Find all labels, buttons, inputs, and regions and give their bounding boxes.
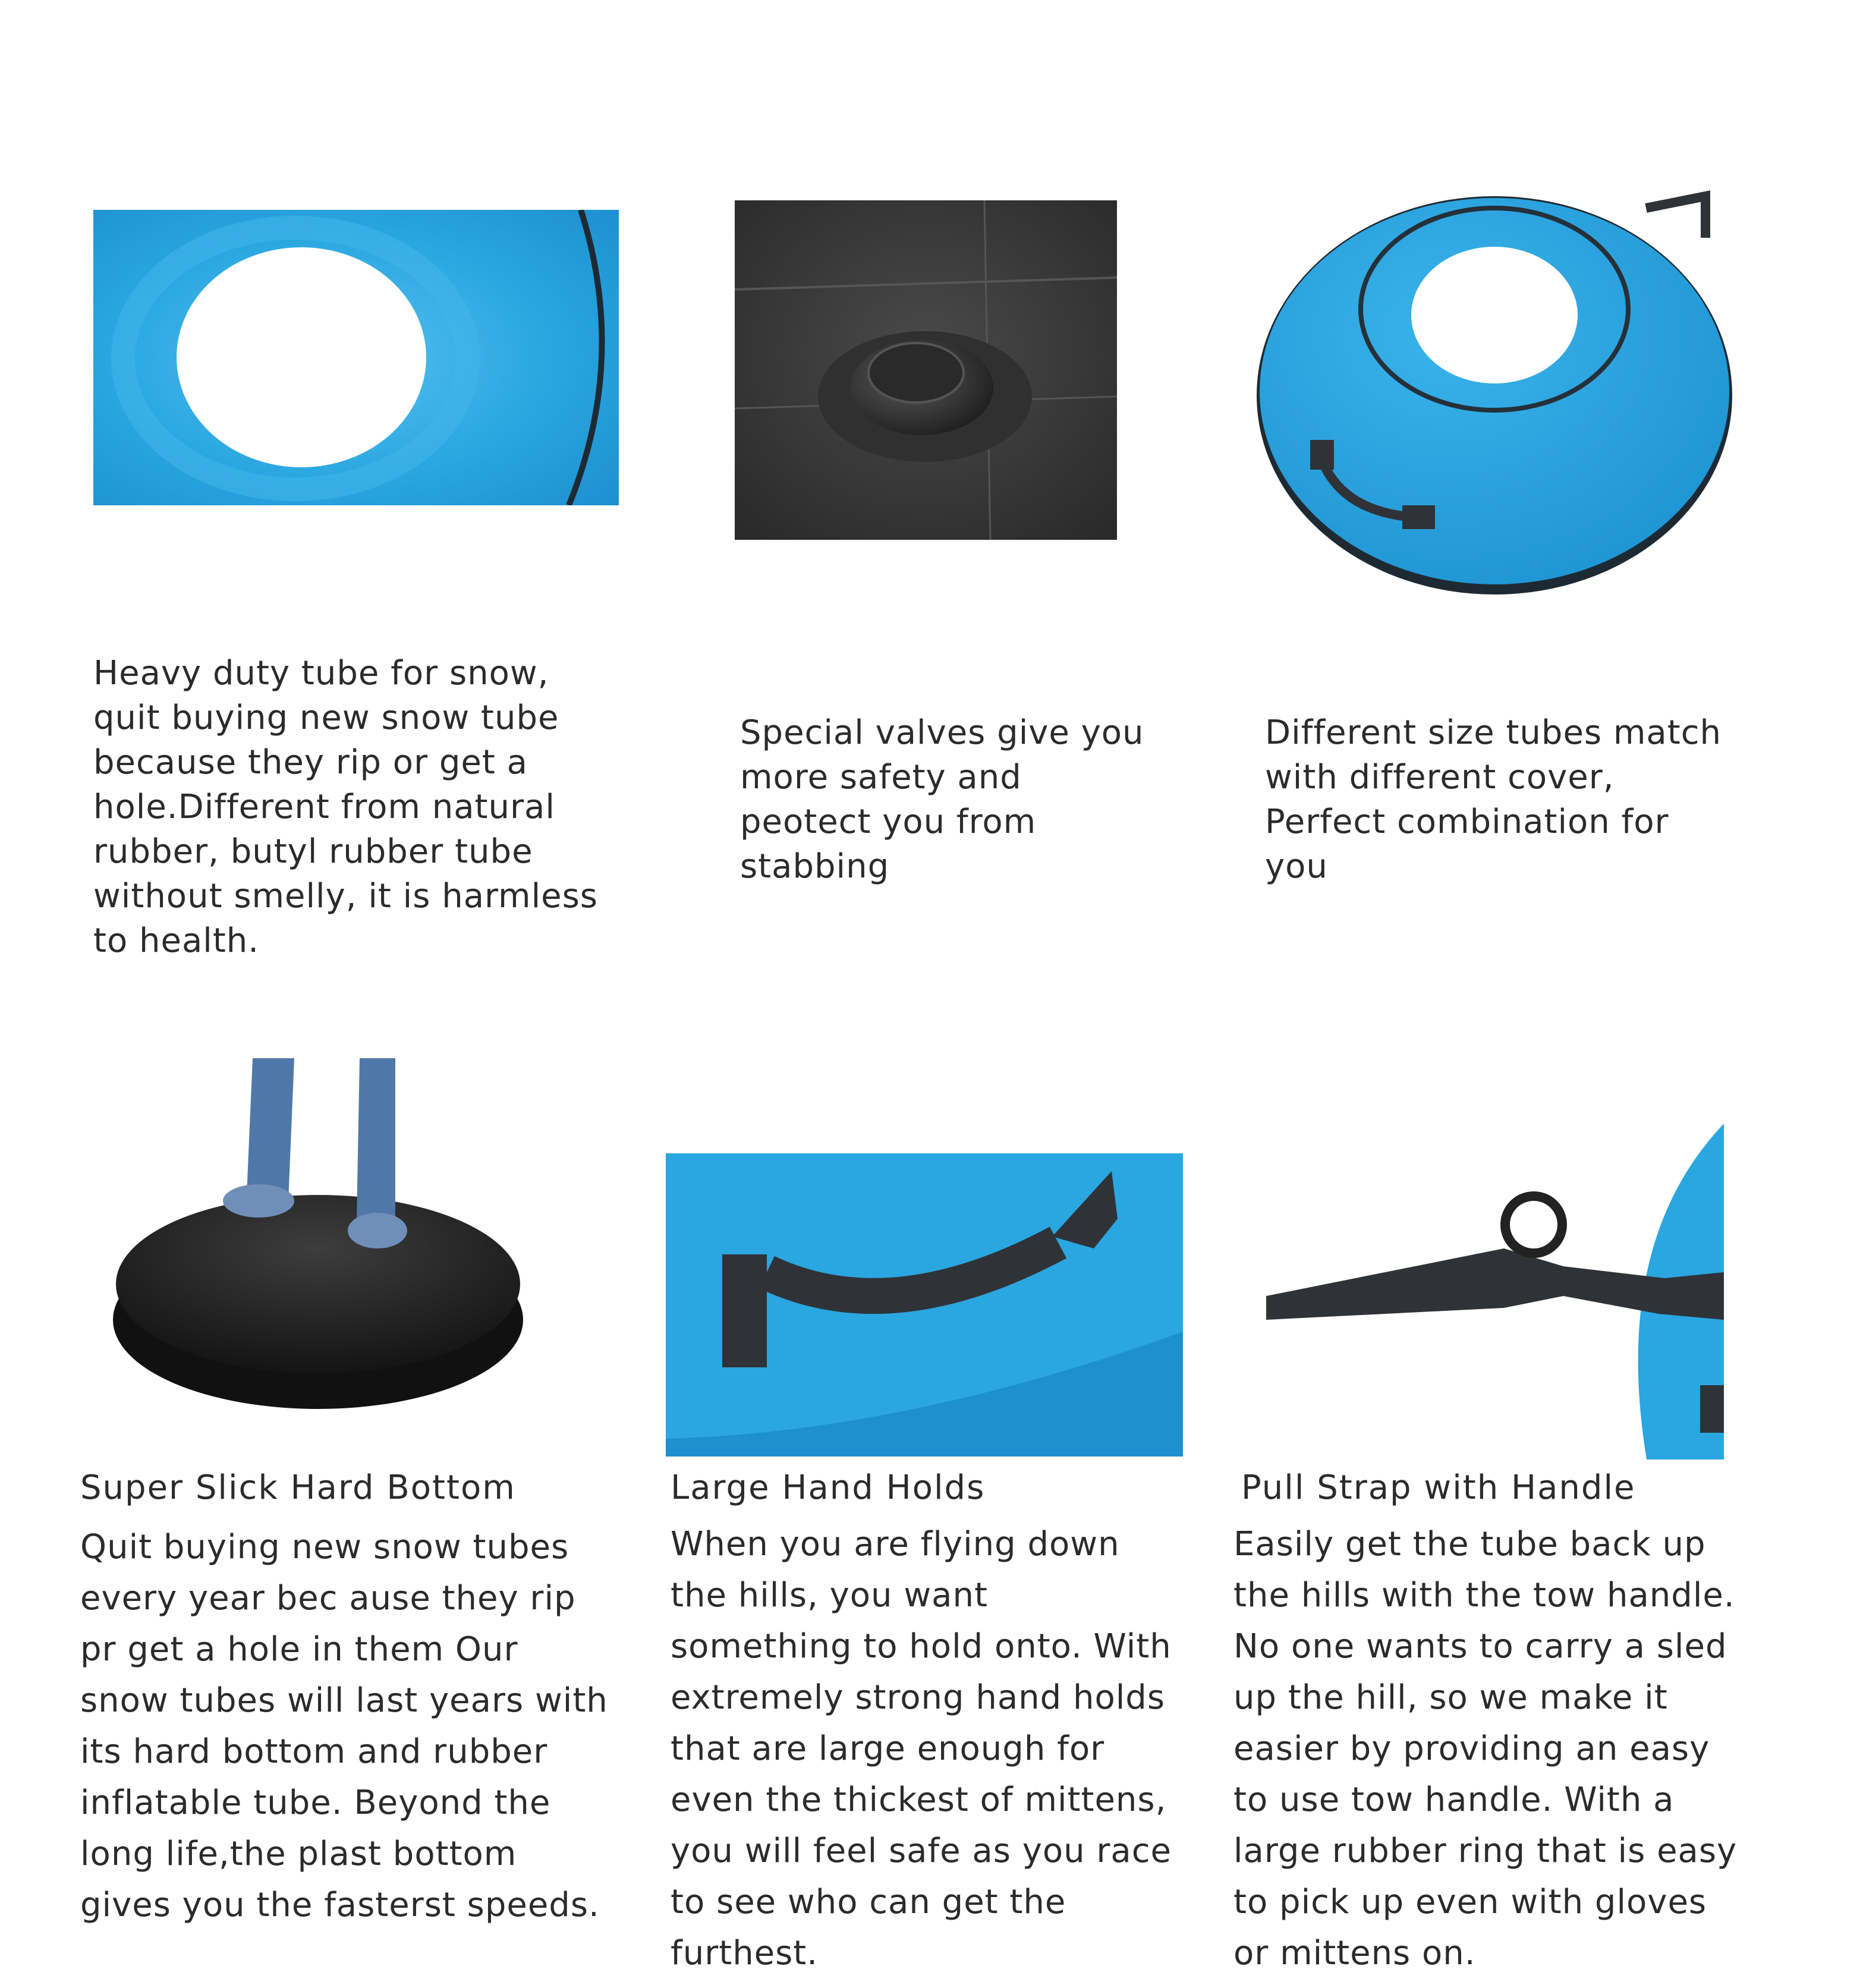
blue-tube-inner-ring-icon xyxy=(93,210,619,505)
hard-bottom-photo xyxy=(110,1058,526,1415)
tube-inner-photo xyxy=(93,210,619,505)
feature-text: Special valves give you more safety and peotect you from stabbing xyxy=(740,713,1144,886)
feature-text: Easily get the tube back up the hills with the tow handle. No one wants to carry a sled up the hill, so we make it easier by providing an easy to use tow handle. With a large rubber ring that is easy to pick up even with gloves or mittens on. xyxy=(1233,1525,1738,1973)
feature-text: When you are flying down the hills, you want something to hold onto. With extremely strong hand holds that are large enough for even the thickest of mittens, you will feel safe as you race to see who can get the furthest. xyxy=(671,1525,1172,1973)
blue-snow-tube-icon xyxy=(1254,161,1741,600)
rubber-valve-icon xyxy=(735,200,1117,540)
tube-with-cover-photo xyxy=(1254,161,1741,600)
feature-text: Different size tubes match with different cover, Perfect combination for you xyxy=(1265,713,1722,886)
feature-heading: Super Slick Hard Bottom xyxy=(80,1468,516,1507)
pull-strap-photo xyxy=(1254,1124,1724,1459)
valve-photo xyxy=(735,200,1117,540)
hand-hold-strap-icon xyxy=(666,1153,1183,1457)
feature-heading: Pull Strap with Handle xyxy=(1241,1468,1636,1507)
tow-strap-ring-icon xyxy=(1254,1124,1724,1459)
hand-holds-photo xyxy=(666,1153,1183,1457)
feature-heading: Large Hand Holds xyxy=(671,1468,986,1507)
feature-text: Quit buying new snow tubes every year bec ause they rip pr get a hole in them Our snow tubes will last years with its hard bottom and rubber inflatable tube. Beyond the long life,the plast bottom gives you the fasterst speeds. xyxy=(80,1528,608,1924)
person-on-hard-bottom-icon xyxy=(110,1058,526,1415)
feature-text: Heavy duty tube for snow, quit buying new snow tube because they rip or get a hole.Different from natural rubber, butyl rubber tube without smelly, it is harmless to health. xyxy=(93,654,598,960)
